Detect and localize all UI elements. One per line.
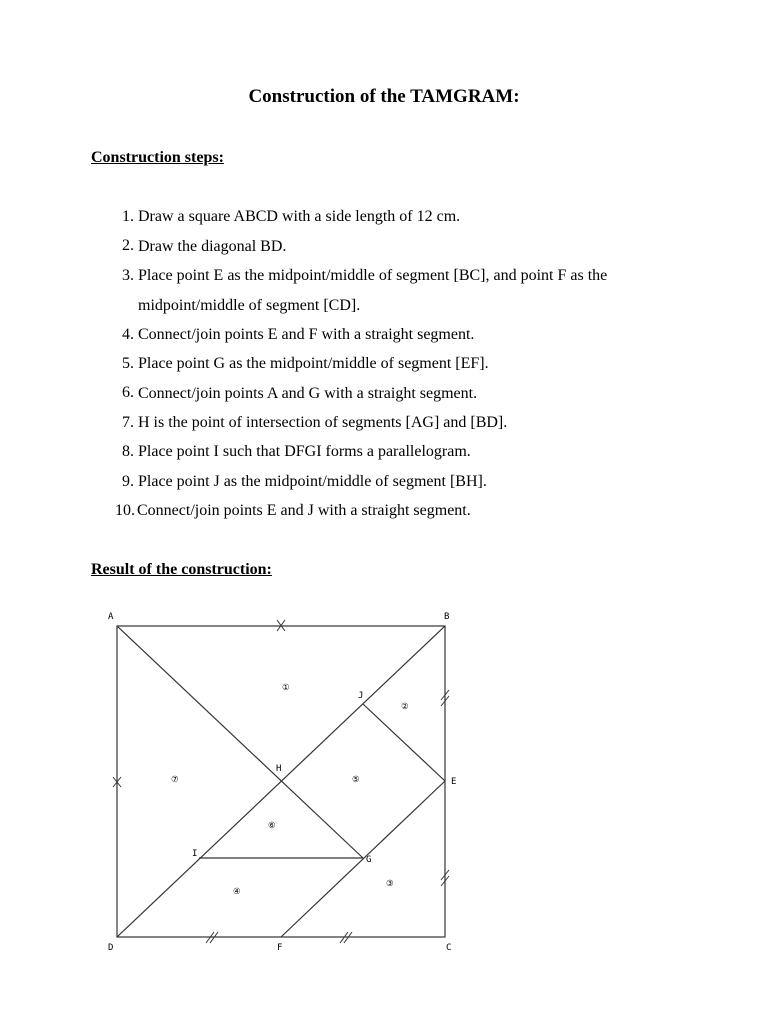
step-text: Connect/join points A and G with a straight segment. bbox=[138, 384, 478, 402]
piece-label-1: ① bbox=[282, 683, 290, 693]
step-text: Place point E as the midpoint/middle of segment [BC], and point F as the midpoint/middle of segment [CD]. bbox=[138, 267, 608, 314]
step-number: 10. bbox=[115, 501, 135, 519]
step-number: 4. bbox=[122, 325, 134, 343]
point-label-j: J bbox=[358, 691, 364, 701]
step-number: 7. bbox=[122, 413, 134, 431]
step-number: 5. bbox=[122, 354, 134, 372]
step-text: Draw a square ABCD with a side length of 12 cm. bbox=[138, 208, 461, 226]
step-text: Connect/join points E and J with a straight segment. bbox=[137, 502, 471, 520]
point-label-d: D bbox=[108, 943, 114, 953]
tangram-diagram bbox=[96, 600, 476, 960]
step-text: H is the point of intersection of segments [AG] and [BD]. bbox=[138, 414, 508, 432]
page-title: Construction of the TAMGRAM: bbox=[248, 86, 520, 107]
piece-label-2: ② bbox=[401, 702, 409, 712]
point-label-g: G bbox=[366, 855, 372, 865]
step-number: 1. bbox=[122, 208, 134, 225]
step-item bbox=[0, 266, 768, 325]
piece-label-5: ⑤ bbox=[352, 775, 360, 785]
point-label-h: H bbox=[276, 764, 282, 774]
piece-label-3: ③ bbox=[386, 879, 394, 889]
step-text: Place point G as the midpoint/middle of segment [EF]. bbox=[138, 355, 489, 373]
steps-list bbox=[0, 207, 768, 530]
piece-label-6: ⑥ bbox=[268, 821, 276, 831]
segment-ag bbox=[117, 626, 363, 858]
result-heading: Result of the construction: bbox=[91, 561, 272, 578]
construction-steps-heading: Construction steps: bbox=[91, 149, 224, 166]
step-number: 8. bbox=[122, 443, 134, 461]
step-number: 2. bbox=[122, 237, 134, 255]
point-label-a: A bbox=[108, 612, 114, 622]
piece-label-4: ④ bbox=[233, 887, 241, 897]
step-text: Place point I such that DFGI forms a parallelogram. bbox=[138, 443, 471, 461]
step-text: Place point J as the midpoint/middle of segment [BH]. bbox=[138, 472, 487, 490]
segment-ej bbox=[363, 704, 445, 781]
step-text: Connect/join points E and F with a straight segment. bbox=[138, 325, 475, 343]
point-label-c: C bbox=[446, 943, 452, 953]
point-label-f: F bbox=[277, 943, 283, 953]
tangram-figure bbox=[96, 600, 476, 960]
point-label-b: B bbox=[444, 612, 450, 622]
step-text: Draw the diagonal BD. bbox=[138, 237, 287, 255]
point-label-i: I bbox=[192, 849, 198, 859]
point-label-e: E bbox=[451, 777, 457, 787]
step-item bbox=[0, 501, 768, 530]
step-number: 3. bbox=[122, 266, 134, 284]
step-number: 6. bbox=[122, 384, 134, 402]
piece-label-7: ⑦ bbox=[171, 775, 179, 785]
step-number: 9. bbox=[122, 472, 134, 490]
